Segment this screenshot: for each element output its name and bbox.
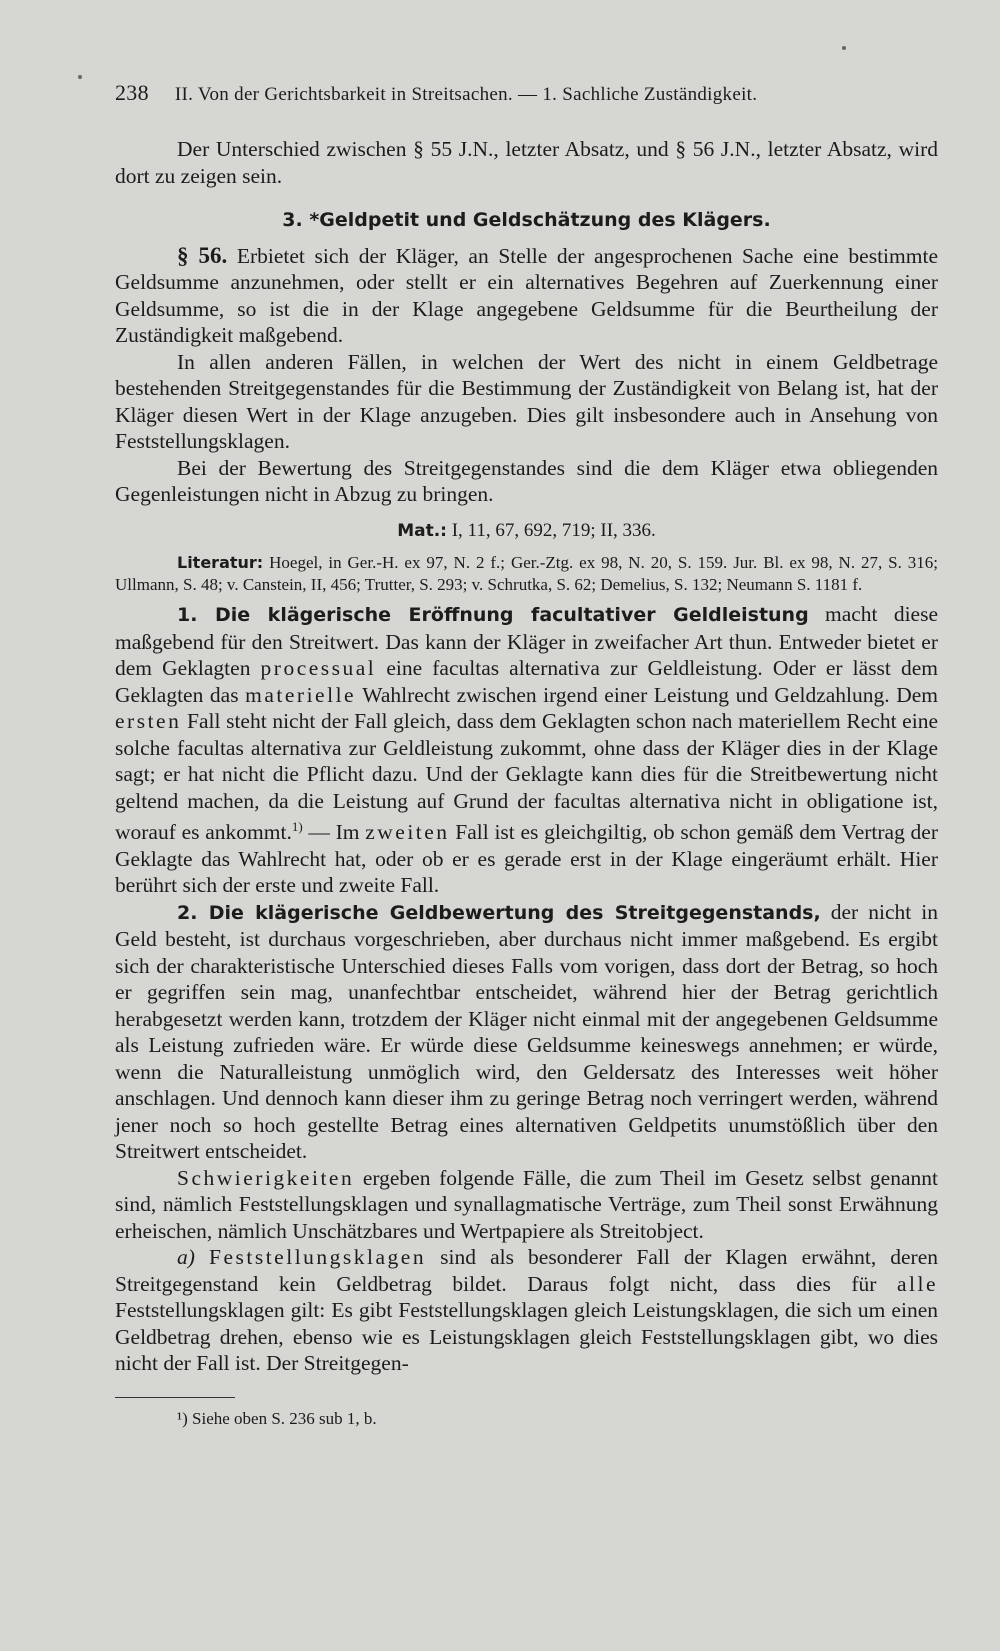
- footnote: ¹) Siehe oben S. 236 sub 1, b.: [177, 1408, 377, 1428]
- footnote-separator: [115, 1397, 235, 1398]
- print-speck: [78, 75, 82, 79]
- point-a-paragraph: a) Feststellungsklagen sind als besonderer Fall der Klagen erwähnt, deren Streitgegenstand kein Geldbetrag bildet. Daraus folgt nicht, dass dies für alle Feststellungsklagen gilt: Es gibt Feststellungsklagen gleich Leistungsklagen, die sich um einen Geldbetrag drehen, ebenso wie es Leistungsklagen gleich Feststellungsklagen gibt, wo dies nicht der Fall ist. Der Streitgegen-: [115, 1245, 939, 1376]
- section-56-label: § 56.: [177, 242, 228, 268]
- difficulties-paragraph: Schwierigkeiten ergeben folgende Fälle, die zum Theil im Gesetz selbst genannt sind, nämlich Feststellungsklagen und synallagmatische Verträge, zum Theil sonst Erwähnung erheischen, nämlich Unschätzbares und Wertpapiere als Streitobject.: [115, 1165, 938, 1243]
- footnote-reference: 1): [291, 819, 303, 834]
- running-header: [115, 80, 938, 106]
- section-56-paragraph-3: Bei der Bewertung des Streitgegenstandes sind die dem Kläger etwa obliegenden Gegenleistungen nicht in Abzug zu bringen.: [115, 455, 938, 506]
- section-heading: 3. *Geldpetit und Geldschätzung des Klägers.: [282, 209, 771, 231]
- print-speck: [842, 46, 846, 50]
- section-56-paragraph-2: In allen anderen Fällen, in welchen der Wert des nicht in einem Geldbetrage bestehenden Streitgegenstandes für die Bestimmung der Zuständigkeit von Belang ist, hat der Kläger diesen Wert in der Klage anzugeben. Dies gilt insbesondere auch in Ansehung von Feststellungsklagen.: [115, 349, 938, 453]
- page-number: 238: [115, 80, 149, 105]
- section-56-paragraph-1: § 56. Erbietet sich der Kläger, an Stelle der angesprochenen Sache eine bestimmte Geldsumme anzunehmen, oder stellt er ein alternatives Begehren auf Zuerkennung einer Geldsumme, so ist die in der Klage angegebene Geldsumme für die Beurtheilung der Zuständigkeit maßgebend.: [115, 242, 938, 347]
- running-title: II. Von der Gerichtsbarkeit in Streitsachen. — 1. Sachliche Zuständigkeit.: [174, 84, 758, 105]
- literature-list: Literatur: Hoegel, in Ger.-H. ex 97, N. 2 f.; Ger.-Ztg. ex 98, N. 20, S. 159. Jur. Bl. ex 98, N. 27, S. 316; Ullmann, S. 48; v. Canstein, II, 456; Trutter, S. 293; v. Schrutka, S. 62; Demelius, S. 132; Neumann S. 1181 f.: [115, 553, 939, 594]
- point-1-paragraph: 1. Die klägerische Eröffnung facultativer Geldleistung macht diese maßgebend für den Streitwert. Das kann der Kläger in zweifacher Art thun. Entweder bietet er dem Geklagten processual eine facultas alternativa zur Geldleistung. Oder er lässt dem Geklagten das materielle Wahlrecht zwischen irgend einer Leistung und Geldzahlung. Dem ersten Fall steht nicht der Fall gleich, dass dem Geklagten schon nach materiellem Recht eine solche facultas alternativa zur Geldleistung zukommt, ohne dass der Kläger dies in der Klage sagt; er hat nicht die Pflicht dazu. Und der Geklagte kann dies für die Streitbewertung nicht geltend machen, da die Leistung auf Grund der facultas alternativa nicht in obligatione ist, worauf es ankommt.$^{1)}$ — Im zweiten Fall ist es gleichgiltig, ob schon gemäß dem Vertrag der Geklagte das Wahlrecht hat, oder ob er es gerade erst in der Klage eingeräumt erhält. Hier berührt sich der erste und zweite Fall.: [115, 602, 938, 898]
- point-2-heading: 2. Die klägerische Geldbewertung des Streitgegenstands,: [177, 901, 821, 924]
- point-1-heading: 1. Die klägerische Eröffnung facultativer Geldleistung: [177, 604, 809, 626]
- materials-reference: Mat.: I, 11, 67, 692, 719; II, 336.: [397, 519, 656, 541]
- point-2-paragraph: 2. Die klägerische Geldbewertung des Streitgegenstands, der nicht in Geld besteht, ist durchaus vorgeschrieben, aber durchaus nicht immer maßgebend. Es ergibt sich der charakteristische Unterschied dieses Falls vom vorigen, dass dort der Betrag, so hoch er gegriffen sein mag, unanfechtbar entscheidet, während hier der Betrag gerichtlich herabgesetzt werden kann, trotzdem der Kläger nicht einmal mit der angegebenen Geldsumme als Leistung zufrieden wäre. Er würde diese Geldsumme keineswegs annehmen; er würde, wenn die Naturalleistung unmöglich wird, den Geldersatz des Interesses weit höher anschlagen. Und dennoch kann dieser ihm zu geringe Betrag noch verringert werden, während jener noch so hoch gestellte Betrag eines alternativen Geldpetits unumstößlich über den Streitwert entscheidet.: [115, 899, 938, 1164]
- intro-paragraph: Der Unterschied zwischen § 55 J.N., letzter Absatz, und § 56 J.N., letzter Absatz, wird dort zu zeigen sein.: [115, 137, 938, 188]
